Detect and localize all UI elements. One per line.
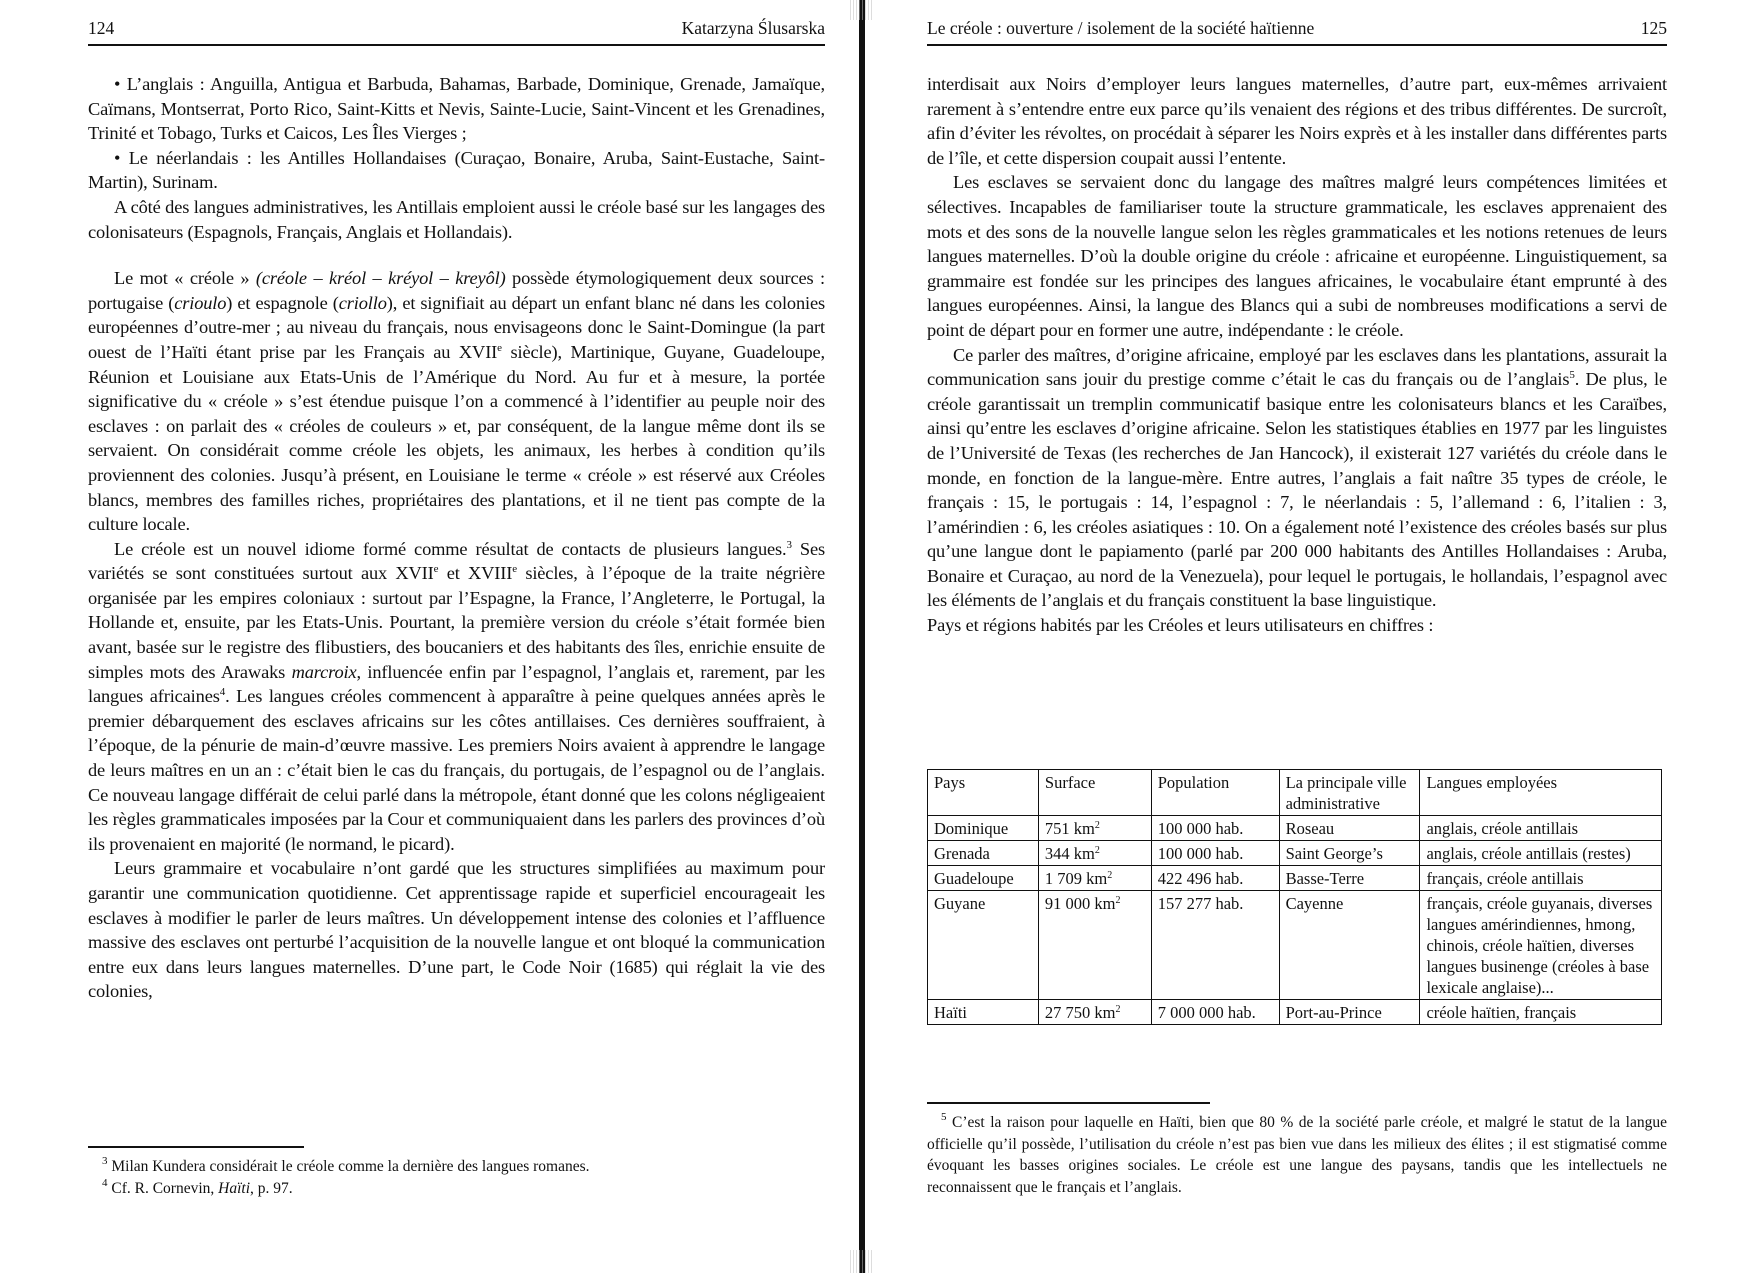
page-number: 124 <box>88 18 115 38</box>
text-run: . De plus, le créole garantissait un tremplin communicatif basique entre les colonisateurs blancs et les Caraïbes, ainsi qu’entre les esclaves d’origine africaine. Selon les statistiques établies en 1977 par les linguistes de l’Université de Texas (les recherches de Jan Hancock), il existerait 127 variétés du créole dans le monde, en fonction de la langue-mère. Entre autres, l’anglais a fait naître 35 types de créole, le français : 15, le portugais : 14, l’espagnol : 7, le néerlandais : 5, l’allemand : 6, l’italien : 3, l’amérindien : 6, les créoles asiatiques : 10. On a également noté l’existence des créoles basés sur plus qu’une langue dont le papiamento (parlé par 200 000 habitants des Antilles Hollandaises : Aruba, Bonaire et Curaçao, au nord de la Venezuela), pour lequel le portugais, le hollandais, l’espagnol avec les éléments de l’anglais et du français constituent la base linguistique. <box>927 369 1667 611</box>
cell-ville: Basse-Terre <box>1279 866 1420 891</box>
cell-ville: Port-au-Prince <box>1279 1000 1420 1025</box>
footnote-3 <box>88 1156 825 1178</box>
table-row <box>928 891 1662 1000</box>
creole-countries-table <box>927 769 1662 1025</box>
running-head <box>88 14 825 46</box>
paragraph: Les esclaves se servaient donc du langage des maîtres malgré leurs compétences limitées et sélectives. Incapables de familiariser toute la structure grammaticale, les esclaves apprenaient des mots et des sons de la nouvelle langue selon les règles grammaticales et les notions retenues de leurs langues maternelles. D’où la double origine du créole : africaine et européenne. Linguistiquement, sa grammaire est fondée sur les principes des langues africaines, le vocabulaire étant emprunté à des langues européennes. Ainsi, la langue des Blancs qui a subi de nombreuses modifications a servi de point de départ pour en former une autre, indépendante : le créole. <box>927 172 1667 340</box>
cell-population: 157 277 hab. <box>1151 891 1279 1000</box>
cell-ville: Cayenne <box>1279 891 1420 1000</box>
exponent: 2 <box>1094 820 1100 831</box>
table-row <box>928 866 1662 891</box>
footnote-text: Milan Kundera considérait le créole comme la dernière des langues romanes. <box>107 1158 590 1175</box>
surface-value: 91 000 km <box>1044 894 1116 913</box>
cell-langues: anglais, créole antillais <box>1420 816 1662 841</box>
table-caption: Pays et régions habités par les Créoles et leurs utilisateurs en chiffres : <box>927 615 1434 636</box>
cell-surface <box>1038 866 1151 891</box>
text-run: Ses variétés se sont constituées surtout aux XVII <box>88 538 826 584</box>
scan-artifact <box>850 1250 874 1273</box>
surface-value: 27 750 km <box>1044 1003 1116 1022</box>
running-head <box>927 14 1667 46</box>
column-header: Langues employées <box>1420 770 1662 816</box>
footnote-5 <box>927 1112 1667 1198</box>
footnotes <box>927 1112 1667 1198</box>
paragraph-creole-idiom <box>88 537 825 857</box>
cell-population: 100 000 hab. <box>1151 816 1279 841</box>
column-header: Pays <box>928 770 1039 816</box>
text-run: . Les langues créoles commencent à apparaître à peine quelques années après le premier débarquement des esclaves africains sur les côtes antillaises. Ces dernières souffraient, à l’époque, de la pénurie de main-d’œuvre massive. Les premiers Noirs avaient à apprendre le langage de leurs maîtres en un an : c’était bien le cas du français, du portugais, de l’espagnol ou de l’anglais. Ce nouveau langage différait de celui parlé dans la métropole, étant donné que les colons négligeaient les règles grammaticales imposées par la Cour et communiquaient dans les parlers des provinces d’où ils provenaient en majorité (le normand, le picard). <box>88 686 825 854</box>
paragraph: Leurs grammaire et vocabulaire n’ont gardé que les structures simplifiées au maximum pour garantir une communication quotidienne. Cet apprentissage rapide et superficiel encourageait les esclaves à modifier le parler de leurs maîtres. Un développement intense des colonies et l’affluence massive des esclaves ont perturbé l’acquisition de la nouvelle langue et ont bloqué la communication entre eux dans leurs langues maternelles. D’une part, le Code Noir (1685) qui réglait la vie des colonies, <box>88 858 825 1002</box>
cell-population: 422 496 hab. <box>1151 866 1279 891</box>
exponent: 2 <box>1115 1004 1121 1015</box>
exponent: 2 <box>1107 870 1113 881</box>
cell-surface <box>1038 816 1151 841</box>
paragraph: A côté des langues administratives, les Antillais emploient aussi le créole basé sur les langages des colonisateurs (Espagnols, Français, Anglais et Hollandais). <box>88 196 825 242</box>
cell-langues: anglais, créole antillais (restes) <box>1420 841 1662 866</box>
cell-langues: français, créole antillais <box>1420 866 1662 891</box>
italic-term: crioulo <box>174 292 227 313</box>
cell-ville: Saint George’s <box>1279 841 1420 866</box>
exponent: 2 <box>1094 845 1100 856</box>
cell-pays: Guyane <box>928 891 1039 1000</box>
italic-term: criollo <box>338 292 387 313</box>
cell-langues: français, créole guyanais, diverses langues amérindiennes, hmong, chinois, créole haïtien, diverses langues businenge (créoles à base lexicale anglaise)... <box>1420 891 1662 1000</box>
table-row <box>928 841 1662 866</box>
footnote-ref[interactable]: 4 <box>219 686 226 699</box>
italic-term: (créole – kréol – kréyol – kreyôl) <box>255 268 506 289</box>
right-page <box>927 0 1667 1273</box>
italic-title: Haïti <box>218 1179 251 1197</box>
footnote-number: 4 <box>102 1176 108 1189</box>
table-header-row <box>928 770 1662 816</box>
text-run: possède étymologiquement deux sources : portugaise ( <box>88 268 825 313</box>
text-run: Le mot « créole » <box>114 268 256 289</box>
table-row <box>928 1000 1662 1025</box>
surface-value: 344 km <box>1044 844 1095 863</box>
cell-pays: Guadeloupe <box>928 866 1039 891</box>
footnote-text: C’est la raison pour laquelle en Haïti, bien que 80 % de la société parle créole, et malgré le statut de la langue officielle qu’il possède, l’utilisation du créole n’est pas bien vue dans les milieux des élites ; il est stigmatisé comme évoquant les basses origines sociales. Le créole est une langue des paysans, tandis que les intellectuels ne reconnaissent que le français et l’anglais. <box>927 1114 1667 1196</box>
list-item-dutch: • Le néerlandais : les Antilles Hollandaises (Curaçao, Bonaire, Aruba, Saint-Eustache, Saint-Martin), Surinam. <box>88 147 825 193</box>
cell-surface <box>1038 891 1151 1000</box>
footnotes <box>88 1156 825 1199</box>
left-page <box>88 0 825 1273</box>
cell-pays: Haïti <box>928 1000 1039 1025</box>
cell-surface <box>1038 1000 1151 1025</box>
exponent: 2 <box>1115 895 1121 906</box>
book-gutter <box>859 0 865 1273</box>
cell-population: 100 000 hab. <box>1151 841 1279 866</box>
cell-pays: Grenada <box>928 841 1039 866</box>
running-title-author: Katarzyna Ślusarska <box>681 18 825 38</box>
table-row <box>928 816 1662 841</box>
text-run: ), et signifiait au départ un enfant blanc né dans les colonies européennes d’outre-mer ; au niveau du français, nous envisageons donc le Saint-Domingue (la part ouest de l’Haïti étant prise par les Français au XVII <box>88 292 825 362</box>
body-text <box>88 72 825 1004</box>
ordinal-superscript: e <box>512 563 517 576</box>
footnote-4 <box>88 1178 825 1200</box>
footnote-text: Cf. R. Cornevin, <box>107 1179 219 1197</box>
surface-value: 1 709 km <box>1044 869 1108 888</box>
list-item-english: • L’anglais : Anguilla, Antigua et Barbuda, Bahamas, Barbade, Dominique, Grenade, Jamaïque, Caïmans, Montserrat, Porto Rico, Saint-Kitts et Nevis, Sainte-Lucie, Saint-Vincent et les Grenadines, Trinité et Tobago, Turks et Caicos, Les Îles Vierges ; <box>88 74 825 144</box>
running-title-chapter: Le créole : ouverture / isolement de la société haïtienne <box>927 18 1315 38</box>
paragraph-continued: interdisait aux Noirs d’employer leurs langues maternelles, d’autre part, eux-mêmes arrivaient rarement à s’entendre entre eux parce qu’ils venaient des régions et des tribus différentes. De surcroît, afin d’éviter les révoltes, on procédait à séparer les Noirs exprès et à les installer dans différentes parts de l’île, et cette dispersion coupait aussi l’entente. <box>927 74 1667 168</box>
text-run: Ce parler des maîtres, d’origine africaine, employé par les esclaves dans les plantations, assurait la communication sans jouir du prestige comme c’était le cas du français ou de l’anglais <box>927 344 1667 390</box>
scan-artifact <box>850 0 874 20</box>
ordinal-superscript: e <box>433 563 439 576</box>
cell-pays: Dominique <box>928 816 1039 841</box>
page-number: 125 <box>1640 18 1667 38</box>
footnote-number: 5 <box>941 1111 947 1123</box>
text-run: et XVIII <box>438 563 513 584</box>
text-run: ) et espagnole ( <box>226 292 339 313</box>
column-header: Surface <box>1038 770 1151 816</box>
footnote-text: , p. 97. <box>250 1179 293 1197</box>
footnote-divider <box>927 1102 1210 1104</box>
cell-population: 7 000 000 hab. <box>1151 1000 1279 1025</box>
text-run: siècle), Martinique, Guyane, Guadeloupe, Réunion et Louisiane aux Etats-Unis de l’Amérique du Nord. Au fur et à mesure, la portée significative du « créole » s’est étendue puisque l’on a commencé à l’identifier au peuple noir des esclaves : on parlait des « créoles de couleurs » et, par conséquent, de la langue même dont ils se servaient. On considérait comme créole les objets, les animaux, les herbes à condition qu’ils proviennent des colonies. Jusqu’à présent, en Louisiane le terme « créole » est réservé aux Créoles blancs, membres des familles riches, propriétaires des plantations, et il ne tient pas compte de la culture locale. <box>88 341 825 535</box>
body-text <box>927 72 1667 638</box>
footnote-divider <box>88 1146 304 1148</box>
cell-langues: créole haïtien, français <box>1420 1000 1662 1025</box>
ordinal-superscript: e <box>497 341 502 354</box>
text-run: Le créole est un nouvel idiome formé comme résultat de contacts de plusieurs langues. <box>114 538 787 559</box>
surface-value: 751 km <box>1044 819 1095 838</box>
cell-ville: Roseau <box>1279 816 1420 841</box>
paragraph-statistics <box>927 343 1667 614</box>
paragraph-etymology <box>88 266 825 537</box>
cell-surface <box>1038 841 1151 866</box>
italic-term: marcroix <box>291 661 357 682</box>
footnote-number: 3 <box>102 1155 108 1167</box>
footnote-ref[interactable]: 5 <box>1569 369 1575 382</box>
column-header: Population <box>1151 770 1279 816</box>
text-run: , influencée enfin par l’espagnol, l’anglais et, rarement, par les langues africaines <box>88 661 826 707</box>
text-run: siècles, à l’époque de la traite négrière organisée par les empires coloniaux : surtout par l’Espagne, la France, l’Angleterre, le Portugal, la Hollande et, ensuite, par les Etats-Unis. Pourtant, la première version du créole s’était formée bien avant, basée sur le registre des flibustiers, des boucaniers et des habitants des îles, enrichie ensuite de simples mots des Arawaks <box>88 563 825 682</box>
footnote-ref[interactable]: 3 <box>786 538 792 551</box>
column-header: La principale ville administrative <box>1279 770 1420 816</box>
